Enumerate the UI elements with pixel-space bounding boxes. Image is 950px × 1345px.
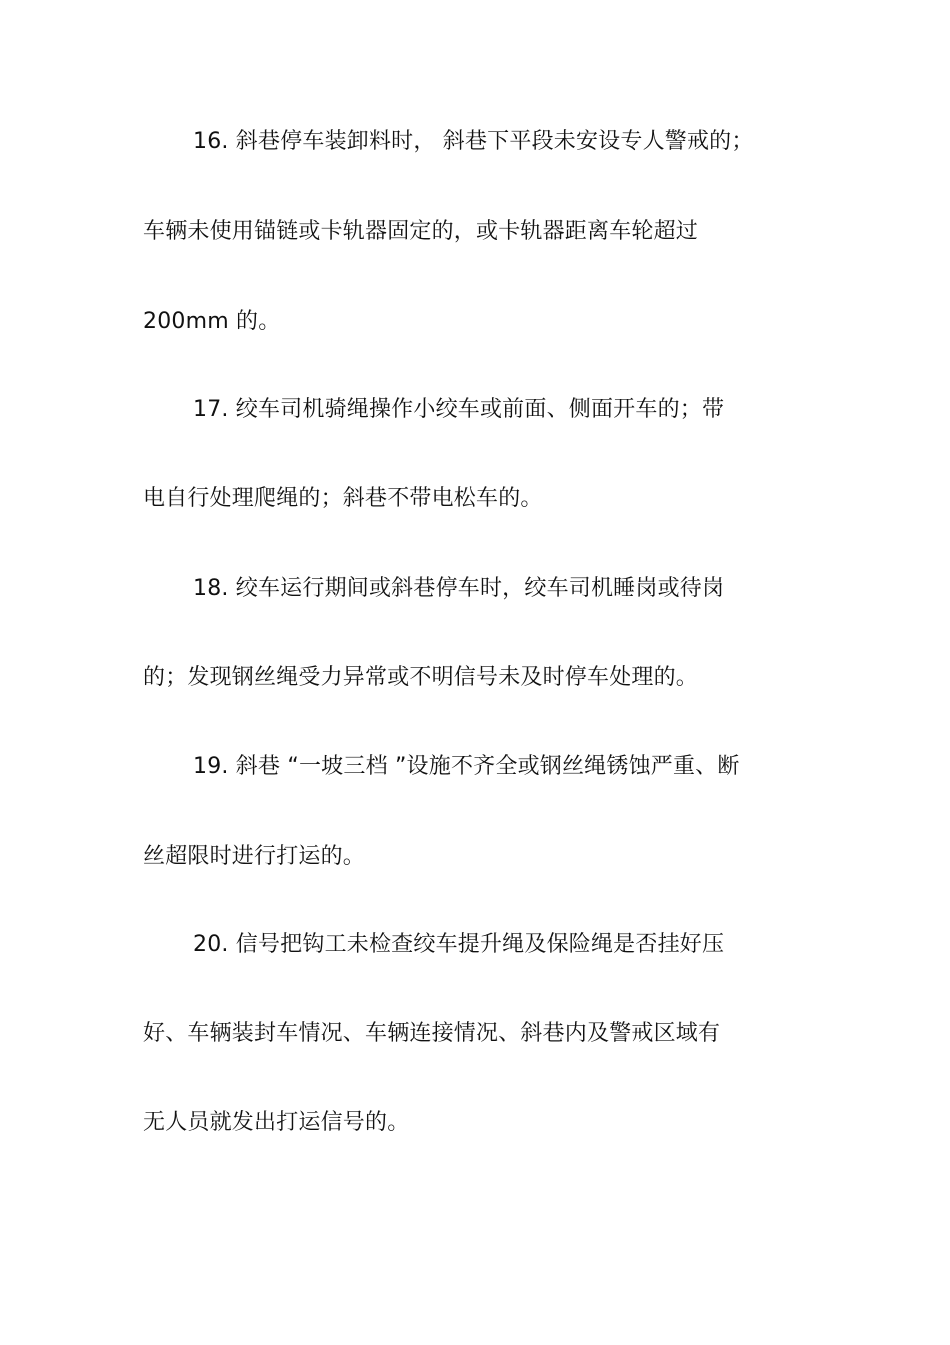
- item-16-line-2: 车辆未使用锚链或卡轨器固定的，或卡轨器距离车轮超过: [143, 219, 699, 244]
- item-19-line-2: 丝超限时进行打运的。: [143, 844, 366, 869]
- item-17-line-2: 电自行处理爬绳的；斜巷不带电松车的。: [143, 486, 543, 511]
- item-20-line-2: 好、车辆装封车情况、车辆连接情况、斜巷内及警戒区域有: [143, 1021, 721, 1046]
- item-16-line-1: 16. 斜巷停车装卸料时， 斜巷下平段未安设专人警戒的；: [193, 129, 754, 154]
- item-18-line-1: 18. 绞车运行期间或斜巷停车时，绞车司机睡岗或待岗: [193, 576, 725, 601]
- item-20-line-3: 无人员就发出打运信号的。: [143, 1110, 410, 1135]
- item-18-line-2: 的；发现钢丝绳受力异常或不明信号未及时停车处理的。: [143, 665, 699, 690]
- item-17-line-1: 17. 绞车司机骑绳操作小绞车或前面、侧面开车的；带: [193, 397, 725, 422]
- item-16-line-3: 200mm 的。: [143, 309, 281, 334]
- item-19-line-1: 19. 斜巷 “一坡三档 ”设施不齐全或钢丝绳锈蚀严重、断: [193, 754, 740, 779]
- item-20-line-1: 20. 信号把钩工未检查绞车提升绳及保险绳是否挂好压: [193, 932, 725, 957]
